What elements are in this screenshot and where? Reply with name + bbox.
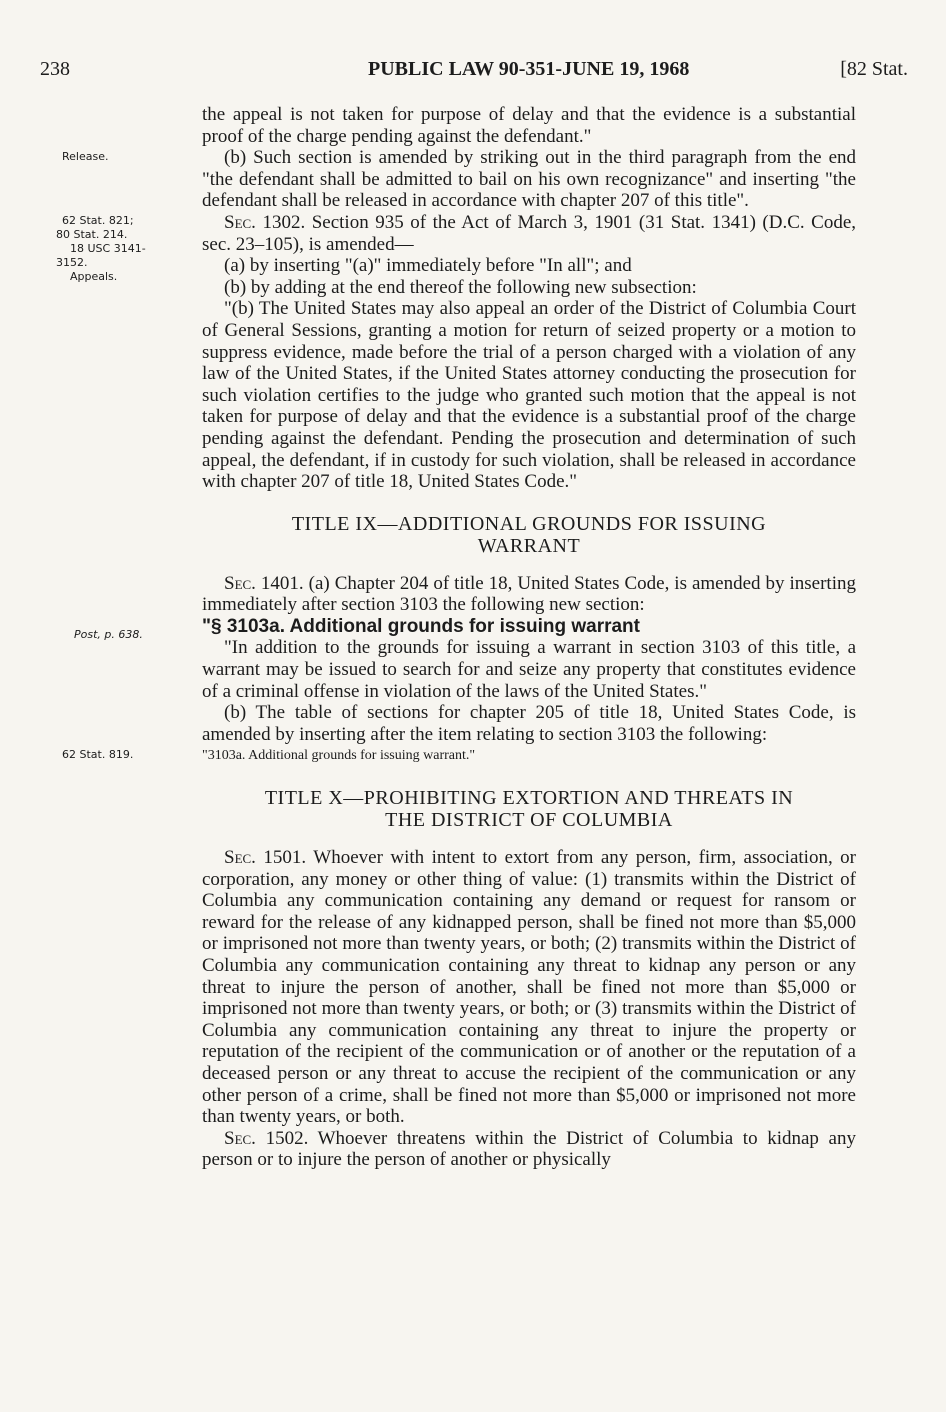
title-heading: [202, 787, 856, 831]
margin-note-stat: 62 Stat. 819.: [62, 748, 134, 761]
section-label: Sec.: [224, 211, 256, 233]
section-heading: "§ 3103a. Additional grounds for issuing warrant: [202, 615, 640, 637]
paragraph: "In addition to the grounds for issuing a warrant in section 3103 of this title, a warrant may be issued to search for and seize any property that constitutes evidence of a criminal offense in violation of the laws of the United States.": [202, 637, 856, 702]
running-title: PUBLIC LAW 90-351-JUNE 19, 1968: [368, 58, 690, 80]
page-number: 238: [40, 58, 70, 80]
paragraph: (b) by adding at the end thereof the following new subsection:: [224, 276, 697, 298]
paragraph: (a) by inserting "(a)" immediately before "In all"; and: [224, 255, 632, 277]
margin-note-citation: 18 USC 3141-: [70, 242, 146, 255]
paragraph: "(b) The United States may also appeal an order of the District of Columbia Court of General Sessions, granting a motion for return of seized property or a motion to suppress evidence, made before the trial of a person charged with a violation of any law of the United States, if the United States attorney conducting the prosecution for such violation certifies to the judge who granted such motion that the appeal is not taken for purpose of delay and that the evidence is a substantial proof of the charge pending against the defendant. Pending the prosecution and determination of such appeal, the defendant, if in custody for such violation, shall be released in accordance with chapter 207 of title 18, United States Code.": [202, 298, 856, 493]
title-line: TITLE IX—ADDITIONAL GROUNDS FOR ISSUING: [291, 512, 767, 535]
margin-note-post: Post, p. 638.: [74, 628, 143, 641]
section-label: Sec.: [224, 1127, 256, 1149]
paragraph: the appeal is not taken for purpose of delay and that the evidence is a substantial proof of the charge pending against the defendant.": [202, 104, 856, 147]
main-text-column: [202, 104, 856, 1171]
title-line: THE DISTRICT OF COLUMBIA: [385, 809, 673, 832]
paragraph: [202, 847, 856, 1128]
section-label: Sec.: [224, 847, 256, 869]
title-line: WARRANT: [477, 534, 581, 557]
paragraph-text: 1501. Whoever with intent to extort from any person, firm, association, or corporation, any money or other thing of value: (1) transmits within the District of Columbia any communication containing any demand or request for ransom or reward for the release of any kidnapped person, shall be fined not more than $5,000 or imprisoned not more than twenty years, or both; (2) transmits within the District of Columbia any communication containing any threat to kidnap any person or any threat to injure the person of another, shall be fined not more than $5,000 or imprisoned not more than twenty years, or both; or (3) transmits within the District of Columbia any communication containing any threat to injure the property or reputation of the recipient of the communication or of another or the reputation of a deceased person or any threat to accuse the recipient of the communication or any other person of a crime, shall be fined not more than $5,000 or imprisoned not more than twenty years, or both.: [202, 847, 857, 1128]
title-heading: [202, 513, 856, 557]
paragraph: [202, 1128, 856, 1171]
paragraph: (b) Such section is amended by striking out in the third paragraph from the end "the defendant shall be admitted to bail on his own recognizance" and inserting "the defendant shall be released in accordance with chapter 207 of this title".: [202, 147, 856, 212]
margin-note-appeals: Appeals.: [70, 270, 118, 283]
stat-reference: [82 Stat.: [840, 58, 908, 80]
title-line: TITLE X—PROHIBITING EXTORTION AND THREATS IN: [264, 787, 794, 810]
table-entry: "3103a. Additional grounds for issuing warrant.": [202, 748, 476, 764]
margin-note-citation: 80 Stat. 214.: [56, 228, 128, 241]
paragraph: [202, 573, 856, 616]
page-header: [40, 58, 908, 88]
margin-note-release: Release.: [62, 150, 109, 163]
margin-note-citation: 3152.: [56, 256, 88, 269]
paragraph: [202, 212, 856, 255]
paragraph-text: 1502. Whoever threatens within the District of Columbia to kidnap any person or to injure the person of another or physically: [202, 1127, 856, 1171]
section-label: Sec.: [224, 572, 256, 594]
margin-note-citation: 62 Stat. 821;: [62, 214, 134, 227]
paragraph: (b) The table of sections for chapter 205 of title 18, United States Code, is amended by inserting after the item relating to section 3103 the following:: [202, 702, 856, 745]
paragraph-text: 1401. (a) Chapter 204 of title 18, United States Code, is amended by inserting immediately after section 3103 the following new section:: [202, 572, 856, 616]
paragraph-text: 1302. Section 935 of the Act of March 3, 1901 (31 Stat. 1341) (D.C. Code, sec. 23–105), is amended—: [202, 211, 856, 255]
